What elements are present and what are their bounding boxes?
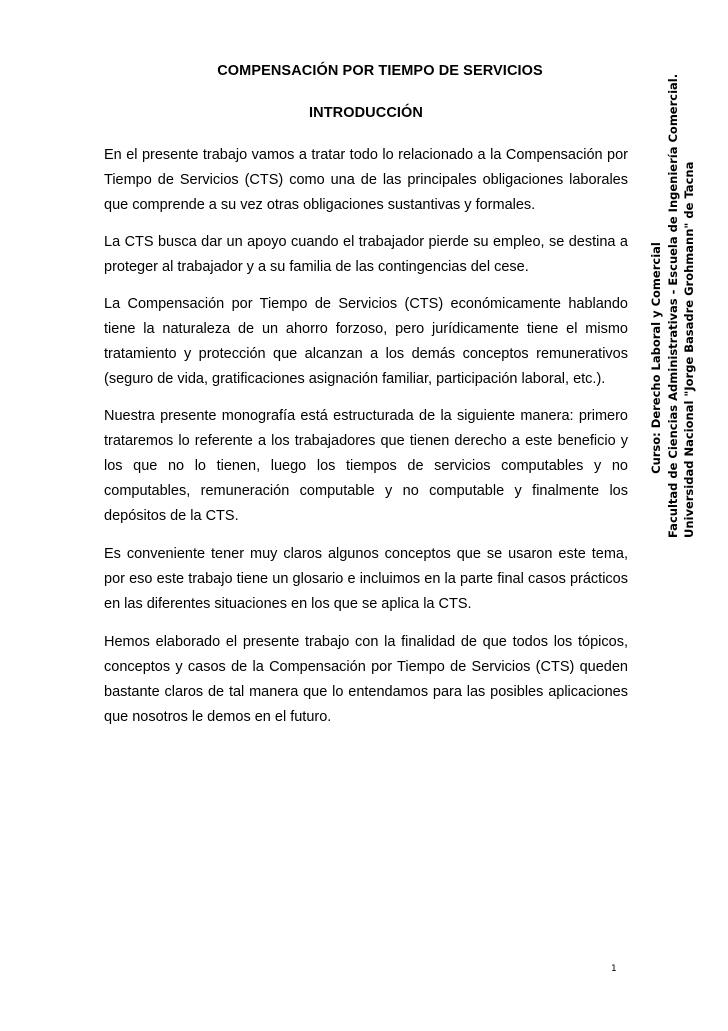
sidebar-course-info: [648, 73, 714, 538]
paragraph-4: Nuestra presente monografía está estructurada de la siguiente manera: primero trataremos lo referente a los trabajadores que tienen derecho a este beneficio y los que no lo tienen, luego los tiempos de servicios computables y no computables, remuneración computable y no computable y finalmente los depósitos de la CTS.: [104, 408, 628, 524]
section-heading: INTRODUCCIÓN: [309, 105, 423, 121]
paragraph-3: La Compensación por Tiempo de Servicios (CTS) económicamente hablando tiene la naturaleza de un ahorro forzoso, pero jurídicamente tiene el mismo tratamiento y protección que alcanzan a los demás conceptos remunerativos (seguro de vida, gratificaciones asignación familiar, participación laboral, etc.).: [104, 296, 628, 387]
sidebar-course: Curso: Derecho Laboral y Comercial: [649, 242, 663, 474]
paragraph-1: En el presente trabajo vamos a tratar todo lo relacionado a la Compensación por Tiempo de Servicios (CTS) como una de las principales obligaciones laborales que comprende a su vez otras obligaciones sustantivas y formales.: [104, 147, 628, 213]
document-title: COMPENSACIÓN POR TIEMPO DE SERVICIOS: [217, 63, 543, 79]
paragraph-6: Hemos elaborado el presente trabajo con la finalidad de que todos los tópicos, conceptos y casos de la Compensación por Tiempo de Servicios (CTS) queden bastante claros de tal manera que lo entendamos para las posibles aplicaciones que nosotros le demos en el futuro.: [104, 634, 628, 725]
sidebar-faculty: Facultad de Ciencias Administrativas - Escuela de Ingeniería Comercial.: [665, 73, 680, 538]
paragraph-5: Es conveniente tener muy claros algunos conceptos que se usaron este tema, por eso este trabajo tiene un glosario e incluimos en la parte final casos prácticos en las diferentes situaciones en los que se aplica la CTS.: [104, 546, 628, 612]
page-number: 1: [611, 964, 617, 974]
paragraph-2: La CTS busca dar un apoyo cuando el trabajador pierde su empleo, se destina a proteger al trabajador y a su familia de las contingencias del cese.: [104, 234, 628, 275]
sidebar-university: Universidad Nacional "Jorge Basadre Grohmann" de Tacna: [682, 161, 696, 538]
